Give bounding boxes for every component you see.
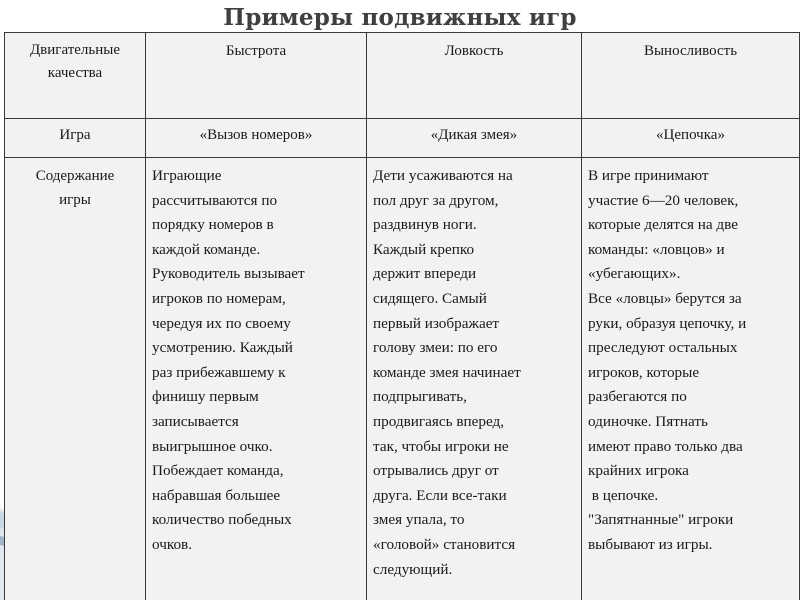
content-line: подпрыгивать,	[373, 388, 467, 406]
content-label-line-2: игры	[59, 192, 91, 208]
content-line: пол друг за другом,	[373, 191, 499, 209]
content-line: следующий.	[373, 560, 453, 578]
content-line: голову змеи: по его	[373, 339, 498, 357]
content-line: разбегаются по	[588, 388, 687, 406]
content-line: преследуют остальных	[588, 339, 738, 357]
content-label-line-1: Содержание	[35, 168, 115, 184]
content-line: игроков, которые	[588, 363, 700, 381]
header-speed: Быстрота	[146, 33, 367, 119]
header-qualities-line-2: качества	[47, 65, 103, 81]
content-line: друга. Если все-таки	[373, 486, 507, 504]
content-line: рассчитываются по	[152, 191, 278, 209]
content-line: выбывают из игры.	[588, 535, 713, 553]
content-line: держит впереди	[373, 265, 477, 283]
content-line: игроков по номерам,	[152, 289, 286, 307]
page-title: Примеры подвижных игр	[223, 4, 577, 31]
header-agility: Ловкость	[367, 33, 582, 119]
content-line: Дети усаживаются на	[373, 167, 513, 184]
content-line: очков.	[152, 535, 193, 553]
game-row	[5, 119, 800, 158]
game-speed: «Вызов номеров»	[146, 119, 367, 158]
content-line: "Запятнанные" игроки	[588, 511, 734, 529]
game-endurance: «Цепочка»	[582, 119, 800, 158]
content-line: Побеждает команда,	[152, 462, 284, 480]
content-line: которые делятся на две	[588, 216, 738, 234]
content-line: каждой команде.	[152, 240, 261, 258]
content-line: В игре принимают	[588, 167, 709, 184]
content-line: «убегающих».	[588, 265, 681, 283]
content-label	[5, 158, 146, 600]
content-agility	[367, 158, 582, 600]
content-line: одиночке. Пятнать	[588, 412, 708, 430]
content-row	[5, 158, 800, 600]
content-line: участие 6—20 человек,	[588, 191, 739, 209]
content-line: раздвинув ноги.	[373, 216, 477, 234]
content-line: выигрышное очко.	[152, 437, 273, 455]
content-line: отрывались друг от	[373, 462, 499, 480]
content-line: Каждый крепко	[373, 240, 475, 258]
content-line: Играющие	[152, 167, 222, 184]
content-line: в цепочке.	[588, 486, 659, 504]
games-table	[4, 32, 800, 600]
content-line: змея упала, то	[373, 511, 465, 529]
content-line: так, чтобы игроки не	[373, 437, 509, 455]
content-line: усмотрению. Каждый	[152, 339, 293, 357]
content-line: Все «ловцы» берутся за	[588, 289, 742, 307]
content-line: чередуя их по своему	[152, 314, 291, 332]
content-line: записывается	[152, 412, 239, 430]
content-line: Руководитель вызывает	[152, 265, 305, 283]
content-line: количество победных	[152, 511, 292, 529]
header-row	[5, 33, 800, 119]
content-line: первый изображает	[373, 314, 500, 332]
content-line: продвигаясь вперед,	[373, 412, 505, 430]
content-line: имеют право только два	[588, 437, 743, 455]
content-line: финишу первым	[152, 388, 259, 406]
content-line: набравшая большее	[152, 486, 281, 504]
content-line: порядку номеров в	[152, 216, 274, 234]
content-endurance	[582, 158, 800, 600]
content-line: руки, образуя цепочку, и	[588, 314, 747, 332]
header-endurance: Выносливость	[582, 33, 800, 119]
content-line: «головой» становится	[373, 535, 516, 553]
header-qualities-line-1: Двигательные	[29, 42, 121, 58]
content-line: сидящего. Самый	[373, 289, 487, 307]
content-line: крайних игрока	[588, 462, 689, 480]
content-line: раз прибежавшему к	[152, 363, 286, 381]
content-line: команды: «ловцов» и	[588, 240, 725, 258]
header-qualities	[5, 33, 146, 119]
content-speed	[146, 158, 367, 600]
game-label: Игра	[5, 119, 146, 158]
content-line: команде змея начинает	[373, 363, 521, 381]
game-agility: «Дикая змея»	[367, 119, 582, 158]
